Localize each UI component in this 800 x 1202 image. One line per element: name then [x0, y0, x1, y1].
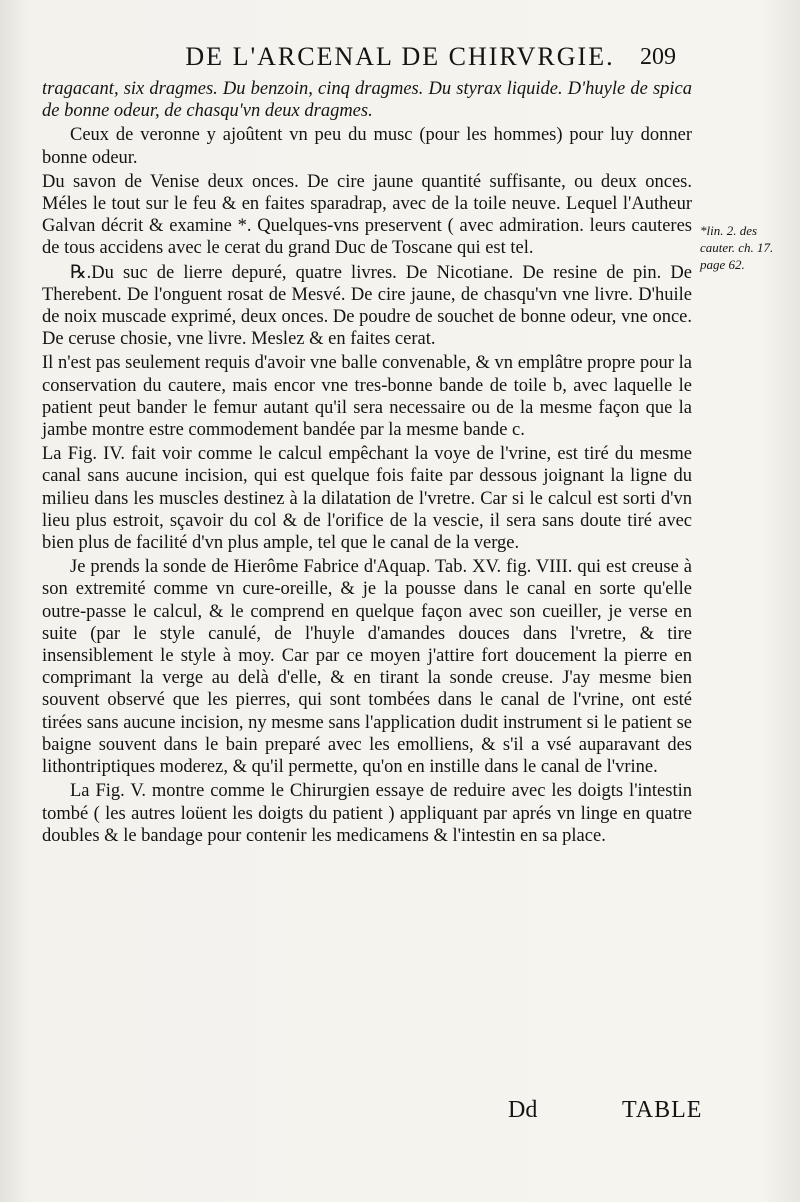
paragraph-fig-iv: La Fig. IV. fait voir comme le calcul empêchant la voye de l'vrine, est tiré du mesme canal sans aucune incision, qui est quelque fois faite par dessous joignant la ligne du milieu dans les muscles destinez à la dilatation de l'vretre. Car si le calcul est sorti d'vn lieu plus estroit, sçavoir du col & de l'orifice de la vescie, il sera sans doute tiré avec bien plus de facilité d'vn plus ample, tel que le canal de la verge.	[42, 444, 692, 554]
running-head: DE L'ARCENAL DE CHIRVRGIE.	[185, 42, 615, 71]
signature-mark: Dd	[508, 1097, 538, 1123]
paragraph-savon: Du savon de Venise deux onces. De cire jaune quantité suffisante, ou deux onces. Méles le tout sur le feu & en faites sparadrap, avec de la toile neuve. Lequel l'Autheur Galvan décrit & examine *. Quelques-vns preservent ( avec admiration. leurs cauteres de tous accidens avec le cerat du grand Duc de Toscane qui est tel.	[42, 171, 692, 259]
page-number: 209	[640, 44, 676, 70]
paragraph-recipe-continuation: tragacant, six dragmes. Du benzoin, cinq dragmes. Du styrax liquide. D'huyle de spica de bonne odeur, de chasqu'vn deux dragmes.	[42, 79, 692, 122]
paragraph-veronne: Ceux de veronne y ajoûtent vn peu du musc (pour les hommes) pour luy donner bonne odeur.	[42, 125, 692, 168]
paragraph-sonde: Je prends la sonde de Hierôme Fabrice d'Aquap. Tab. XV. fig. VIII. qui est creuse à son extremité comme vn cure-oreille, & je la pousse dans le canal en sorte qu'elle outre-passe le calcul, & le comprend en quelque façon avec son cueiller, je verse en suite (par le style canulé, de l'huyle d'amandes douces dans l'vretre, & tire insensiblement le style à moy. Car par ce moyen j'attire fort doucement la pierre en comprimant la verge au delà d'elle, & en tirant la sonde creuse. J'ay mesme bien souvent observé que les pierres, qui sont tombées dans le canal de l'vrine, ont esté tirées sans aucune incision, ny mesme sans l'application dudit instrument si le patient se baigne souvent dans le bain preparé avec les emolliens, & s'il a vsé auparavant des lithontriptiques moderez, & qu'il permette, qu'on en instille dans le canal de l'vrine.	[42, 557, 692, 778]
paragraph-cerat-recipe: ℞.Du suc de lierre depuré, quatre livres. De Nicotiane. De resine de pin. De Therebent. De l'onguent rosat de Mesvé. De cire jaune, de chasqu'vn vne livre. D'huile de noix muscade exprimé, deux onces. De poudre de souchet de bonne odeur, vne once. De ceruse chosie, vne livre. Meslez & en faites cerat.	[42, 262, 692, 350]
paragraph-fig-v: La Fig. V. montre comme le Chirurgien essaye de reduire avec les doigts l'intestin tombé ( les autres loüent les doigts du patient ) appliquant par aprés vn linge en quatre doubles & le bandage pour contenir les medicamens & l'intestin en sa place.	[42, 781, 692, 846]
marginal-note: *lin. 2. des cauter. ch. 17. page 62.	[700, 223, 774, 272]
catchword: TABLE	[622, 1097, 703, 1123]
main-text	[42, 78, 692, 849]
paragraph-bande: Il n'est pas seulement requis d'avoir vne balle convenable, & vn emplâtre propre pour la conservation du cautere, mais encor vne tres-bonne bande de toile b, avec laquelle le patient peut bander le femur autant qu'il sera necessaire ou de la mesme façon que la jambe montre estre commodement bandée par la mesme bande c.	[42, 353, 692, 441]
